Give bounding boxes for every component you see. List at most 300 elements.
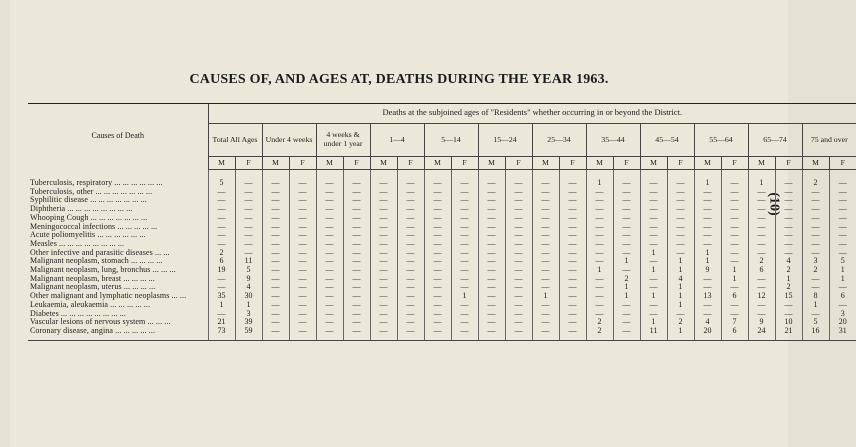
value-cell: 8	[802, 292, 829, 301]
value-cell: —	[505, 188, 532, 197]
value-cell: —	[667, 214, 694, 223]
value-cell: —	[451, 275, 478, 284]
value-cell: —	[424, 310, 451, 319]
value-cell: —	[640, 301, 667, 310]
value-cell: 12	[748, 292, 775, 301]
value-cell: 2	[802, 179, 829, 188]
value-cell: 6	[208, 257, 235, 266]
value-cell: —	[262, 327, 289, 336]
value-cell: —	[289, 196, 316, 205]
value-cell: —	[667, 205, 694, 214]
value-cell: —	[613, 327, 640, 336]
value-cell: —	[721, 214, 748, 223]
value-cell: —	[829, 205, 856, 214]
value-cell: —	[289, 231, 316, 240]
value-cell: —	[505, 292, 532, 301]
value-cell: —	[343, 188, 370, 197]
value-cell: —	[748, 196, 775, 205]
value-cell: —	[424, 283, 451, 292]
value-cell: —	[721, 301, 748, 310]
value-cell: —	[775, 205, 802, 214]
value-cell: —	[802, 240, 829, 249]
value-cell: —	[370, 231, 397, 240]
value-cell: —	[694, 310, 721, 319]
value-cell: 5	[235, 266, 262, 275]
value-cell: —	[505, 283, 532, 292]
value-cell: —	[802, 205, 829, 214]
value-cell: —	[478, 196, 505, 205]
female-column-header: F	[667, 157, 694, 170]
value-cell: 2	[748, 257, 775, 266]
value-cell: 5	[829, 257, 856, 266]
value-cell: —	[532, 196, 559, 205]
value-cell: —	[424, 266, 451, 275]
header-row-group	[28, 104, 856, 124]
age-group-super-header: Deaths at the subjoined ages of "Residents" whether occurring in or beyond the District.	[208, 104, 856, 124]
value-cell: —	[397, 188, 424, 197]
value-cell: —	[505, 205, 532, 214]
value-cell: —	[370, 301, 397, 310]
value-cell: 4	[775, 257, 802, 266]
value-cell: —	[640, 179, 667, 188]
value-cell: 20	[694, 327, 721, 336]
value-cell: —	[829, 240, 856, 249]
value-cell: —	[667, 231, 694, 240]
value-cell: 2	[208, 249, 235, 258]
value-cell: —	[721, 188, 748, 197]
value-cell: —	[640, 283, 667, 292]
value-cell: —	[505, 301, 532, 310]
value-cell: —	[262, 196, 289, 205]
value-cell: —	[316, 301, 343, 310]
value-cell: —	[262, 205, 289, 214]
value-cell: —	[316, 318, 343, 327]
value-cell: —	[397, 318, 424, 327]
value-cell: —	[208, 240, 235, 249]
value-cell: —	[208, 214, 235, 223]
value-cell: —	[802, 283, 829, 292]
value-cell: —	[640, 223, 667, 232]
cause-column-header: Causes of Death	[28, 104, 208, 170]
value-cell: —	[370, 188, 397, 197]
value-cell: —	[613, 205, 640, 214]
value-cell: —	[262, 275, 289, 284]
cause-cell: Malignant neoplasm, lung, bronchus ... ... ...	[30, 265, 176, 275]
cause-cell: Malignant neoplasm, breast ... ... ... ...	[30, 273, 155, 283]
female-column-header: F	[289, 157, 316, 170]
table-body	[28, 170, 856, 341]
value-cell: —	[532, 266, 559, 275]
cause-cell: Tuberculosis, respiratory ... ... ... ... ... ...	[30, 178, 163, 187]
value-cell: —	[262, 249, 289, 258]
value-cell: 1	[235, 301, 262, 310]
value-cell: —	[559, 205, 586, 214]
value-cell: —	[316, 179, 343, 188]
value-cell: —	[586, 283, 613, 292]
value-cell: —	[694, 223, 721, 232]
value-cell: —	[316, 310, 343, 319]
value-cell: —	[586, 249, 613, 258]
age-group-header: 15—24	[478, 124, 532, 157]
value-cell: 1	[640, 292, 667, 301]
value-cell: 59	[235, 327, 262, 336]
value-cell: —	[424, 240, 451, 249]
value-cell: —	[721, 231, 748, 240]
value-cell: —	[235, 196, 262, 205]
value-cell: —	[424, 257, 451, 266]
value-cell: —	[451, 318, 478, 327]
value-cell: 5	[802, 318, 829, 327]
value-cell: —	[478, 188, 505, 197]
value-cell: —	[775, 196, 802, 205]
value-cell: —	[235, 205, 262, 214]
value-cell: —	[478, 310, 505, 319]
value-cell: —	[802, 188, 829, 197]
value-cell: —	[397, 196, 424, 205]
value-cell: —	[586, 231, 613, 240]
value-cell: —	[208, 310, 235, 319]
value-cell: 1	[208, 301, 235, 310]
value-cell: 2	[586, 318, 613, 327]
value-cell: —	[586, 310, 613, 319]
value-cell: —	[775, 240, 802, 249]
value-cell: —	[505, 318, 532, 327]
value-cell: —	[775, 249, 802, 258]
value-cell: —	[316, 240, 343, 249]
value-cell: —	[613, 318, 640, 327]
value-cell: —	[343, 301, 370, 310]
female-column-header: F	[829, 157, 856, 170]
value-cell: —	[289, 223, 316, 232]
value-cell: —	[505, 223, 532, 232]
value-cell: —	[208, 275, 235, 284]
value-cell: 1	[532, 292, 559, 301]
value-cell: —	[505, 196, 532, 205]
value-cell: —	[478, 292, 505, 301]
value-cell: —	[370, 310, 397, 319]
value-cell: —	[586, 205, 613, 214]
value-cell: —	[532, 301, 559, 310]
value-cell: 6	[721, 292, 748, 301]
value-cell: —	[559, 188, 586, 197]
value-cell: —	[748, 223, 775, 232]
value-cell: —	[424, 223, 451, 232]
value-cell: —	[559, 240, 586, 249]
value-cell: —	[343, 249, 370, 258]
female-column-header: F	[559, 157, 586, 170]
value-cell: —	[559, 249, 586, 258]
value-cell: —	[451, 249, 478, 258]
value-cell: —	[262, 240, 289, 249]
value-cell: —	[478, 318, 505, 327]
female-column-header: F	[505, 157, 532, 170]
cause-cell: Diphtheria ... ... ... ... ... ... ... ...	[30, 204, 133, 214]
value-cell: —	[397, 205, 424, 214]
value-cell: —	[748, 301, 775, 310]
value-cell: —	[775, 310, 802, 319]
value-cell: —	[667, 223, 694, 232]
value-cell: —	[451, 240, 478, 249]
value-cell: —	[613, 231, 640, 240]
value-cell: —	[343, 327, 370, 336]
value-cell: —	[343, 275, 370, 284]
value-cell: —	[397, 327, 424, 336]
value-cell: —	[343, 205, 370, 214]
value-cell: 21	[775, 327, 802, 336]
value-cell: 1	[667, 266, 694, 275]
value-cell: —	[424, 301, 451, 310]
value-cell: —	[748, 283, 775, 292]
value-cell: 31	[829, 327, 856, 336]
value-cell: —	[424, 318, 451, 327]
value-cell: —	[343, 196, 370, 205]
value-cell: 1	[802, 301, 829, 310]
value-cell: —	[775, 214, 802, 223]
value-cell: 39	[235, 318, 262, 327]
value-cell: —	[694, 205, 721, 214]
value-cell: —	[316, 327, 343, 336]
value-cell: —	[343, 240, 370, 249]
value-cell: —	[532, 257, 559, 266]
value-cell: —	[397, 214, 424, 223]
value-cell: —	[532, 249, 559, 258]
value-cell: —	[721, 249, 748, 258]
value-cell: 15	[775, 292, 802, 301]
value-cell: —	[262, 266, 289, 275]
value-cell: —	[424, 327, 451, 336]
value-cell: —	[748, 214, 775, 223]
value-cell: —	[316, 214, 343, 223]
value-cell: —	[829, 301, 856, 310]
value-cell: —	[397, 283, 424, 292]
value-cell: —	[370, 318, 397, 327]
age-group-header: Total All Ages	[208, 124, 262, 157]
value-cell: —	[316, 275, 343, 284]
value-cell: —	[802, 310, 829, 319]
value-cell: —	[370, 257, 397, 266]
value-cell: —	[559, 283, 586, 292]
value-cell: —	[505, 257, 532, 266]
value-cell: —	[559, 257, 586, 266]
value-cell: —	[478, 179, 505, 188]
value-cell: 1	[748, 179, 775, 188]
value-cell: —	[289, 275, 316, 284]
value-cell: —	[370, 179, 397, 188]
value-cell: —	[397, 240, 424, 249]
value-cell: —	[316, 283, 343, 292]
value-cell: —	[829, 283, 856, 292]
value-cell: —	[478, 301, 505, 310]
value-cell: —	[478, 257, 505, 266]
value-cell: 11	[235, 257, 262, 266]
cause-cell: Malignant neoplasm, stomach ... ... ... ...	[30, 256, 163, 266]
value-cell: —	[613, 249, 640, 258]
value-cell: —	[289, 257, 316, 266]
value-cell: —	[262, 214, 289, 223]
value-cell: —	[829, 231, 856, 240]
value-cell: —	[640, 188, 667, 197]
value-cell: —	[532, 275, 559, 284]
value-cell: —	[667, 310, 694, 319]
report-page	[10, 0, 848, 447]
value-cell: 10	[775, 318, 802, 327]
male-column-header: M	[208, 157, 235, 170]
value-cell: —	[343, 231, 370, 240]
value-cell: —	[505, 179, 532, 188]
value-cell: —	[478, 223, 505, 232]
value-cell: —	[370, 275, 397, 284]
value-cell: —	[532, 214, 559, 223]
value-cell: —	[208, 283, 235, 292]
cause-cell: Meningococcal infections ... ... ... ... ...	[30, 221, 158, 231]
value-cell: 1	[667, 301, 694, 310]
value-cell: —	[397, 310, 424, 319]
cause-cell: Syphilitic disease ... ... ... ... ... ... ...	[30, 195, 147, 205]
cause-cell: Coronary disease, angina ... ... ... ... ...	[30, 325, 156, 335]
value-cell: —	[451, 179, 478, 188]
value-cell: 4	[667, 275, 694, 284]
male-column-header: M	[370, 157, 397, 170]
value-cell: 2	[775, 266, 802, 275]
value-cell: 1	[721, 275, 748, 284]
value-cell: 19	[208, 266, 235, 275]
value-cell: 1	[640, 249, 667, 258]
value-cell: —	[748, 240, 775, 249]
value-cell: —	[289, 292, 316, 301]
value-cell: —	[424, 249, 451, 258]
value-cell: —	[829, 223, 856, 232]
value-cell: —	[559, 327, 586, 336]
male-column-header: M	[694, 157, 721, 170]
age-group-header: 1—4	[370, 124, 424, 157]
value-cell: 1	[829, 266, 856, 275]
value-cell: —	[451, 310, 478, 319]
value-cell: —	[586, 240, 613, 249]
value-cell: 2	[613, 275, 640, 284]
deaths-table	[28, 103, 856, 341]
value-cell: —	[424, 214, 451, 223]
value-cell: 2	[802, 266, 829, 275]
value-cell: —	[262, 231, 289, 240]
value-cell: —	[316, 249, 343, 258]
value-cell: —	[802, 223, 829, 232]
value-cell: —	[289, 214, 316, 223]
value-cell: —	[613, 266, 640, 275]
value-cell: —	[424, 205, 451, 214]
value-cell: 1	[667, 327, 694, 336]
age-group-header: 65—74	[748, 124, 802, 157]
value-cell: —	[397, 266, 424, 275]
value-cell: 1	[586, 179, 613, 188]
value-cell: —	[613, 188, 640, 197]
value-cell: —	[667, 179, 694, 188]
value-cell: —	[694, 283, 721, 292]
cause-cell: Malignant neoplasm, uterus ... ... ... ...	[30, 282, 156, 292]
value-cell: —	[694, 214, 721, 223]
value-cell: —	[559, 266, 586, 275]
value-cell: —	[667, 196, 694, 205]
value-cell: —	[559, 231, 586, 240]
value-cell: —	[505, 231, 532, 240]
value-cell: —	[316, 188, 343, 197]
value-cell: —	[505, 214, 532, 223]
value-cell: 35	[208, 292, 235, 301]
value-cell: —	[667, 249, 694, 258]
value-cell: —	[721, 223, 748, 232]
value-cell: 5	[208, 179, 235, 188]
value-cell: —	[802, 214, 829, 223]
value-cell: —	[802, 249, 829, 258]
value-cell: —	[262, 223, 289, 232]
value-cell: —	[613, 179, 640, 188]
value-cell: —	[370, 223, 397, 232]
value-cell: —	[640, 240, 667, 249]
value-cell: —	[559, 223, 586, 232]
value-cell: 24	[748, 327, 775, 336]
value-cell: —	[343, 283, 370, 292]
cause-cell: Other malignant and lymphatic neoplasms ... ...	[30, 291, 187, 301]
value-cell: 13	[694, 292, 721, 301]
value-cell: 1	[667, 292, 694, 301]
value-cell: —	[505, 266, 532, 275]
value-cell: —	[559, 196, 586, 205]
value-cell: —	[289, 188, 316, 197]
value-cell: —	[343, 310, 370, 319]
value-cell: —	[748, 188, 775, 197]
male-column-header: M	[424, 157, 451, 170]
value-cell: 1	[694, 257, 721, 266]
value-cell: —	[640, 196, 667, 205]
value-cell: —	[235, 223, 262, 232]
cause-cell: Tuberculosis, other ... ... ... ... ... ... ...	[30, 186, 153, 196]
value-cell: —	[451, 266, 478, 275]
value-cell: —	[694, 231, 721, 240]
value-cell: —	[721, 196, 748, 205]
value-cell: —	[262, 318, 289, 327]
bottom-rule-row	[28, 336, 856, 341]
value-cell: —	[343, 179, 370, 188]
value-cell: —	[262, 301, 289, 310]
cause-cell: Other infective and parasitic diseases ... ...	[30, 247, 170, 257]
value-cell: —	[262, 310, 289, 319]
age-group-header: 5—14	[424, 124, 478, 157]
value-cell: —	[451, 205, 478, 214]
value-cell: —	[532, 240, 559, 249]
value-cell: —	[397, 275, 424, 284]
value-cell: —	[478, 214, 505, 223]
value-cell: —	[640, 205, 667, 214]
value-cell: —	[613, 240, 640, 249]
age-group-header: 4 weeks & under 1 year	[316, 124, 370, 157]
value-cell: —	[721, 205, 748, 214]
value-cell: —	[451, 257, 478, 266]
value-cell: 6	[721, 327, 748, 336]
value-cell: 21	[208, 318, 235, 327]
value-cell: 1	[694, 249, 721, 258]
value-cell: —	[505, 275, 532, 284]
value-cell: —	[262, 188, 289, 197]
value-cell: 2	[586, 327, 613, 336]
value-cell: —	[478, 283, 505, 292]
value-cell: —	[208, 223, 235, 232]
value-cell: —	[829, 249, 856, 258]
value-cell: —	[586, 214, 613, 223]
value-cell: —	[478, 249, 505, 258]
value-cell: —	[370, 283, 397, 292]
female-column-header: F	[613, 157, 640, 170]
value-cell: —	[532, 310, 559, 319]
value-cell: —	[370, 292, 397, 301]
